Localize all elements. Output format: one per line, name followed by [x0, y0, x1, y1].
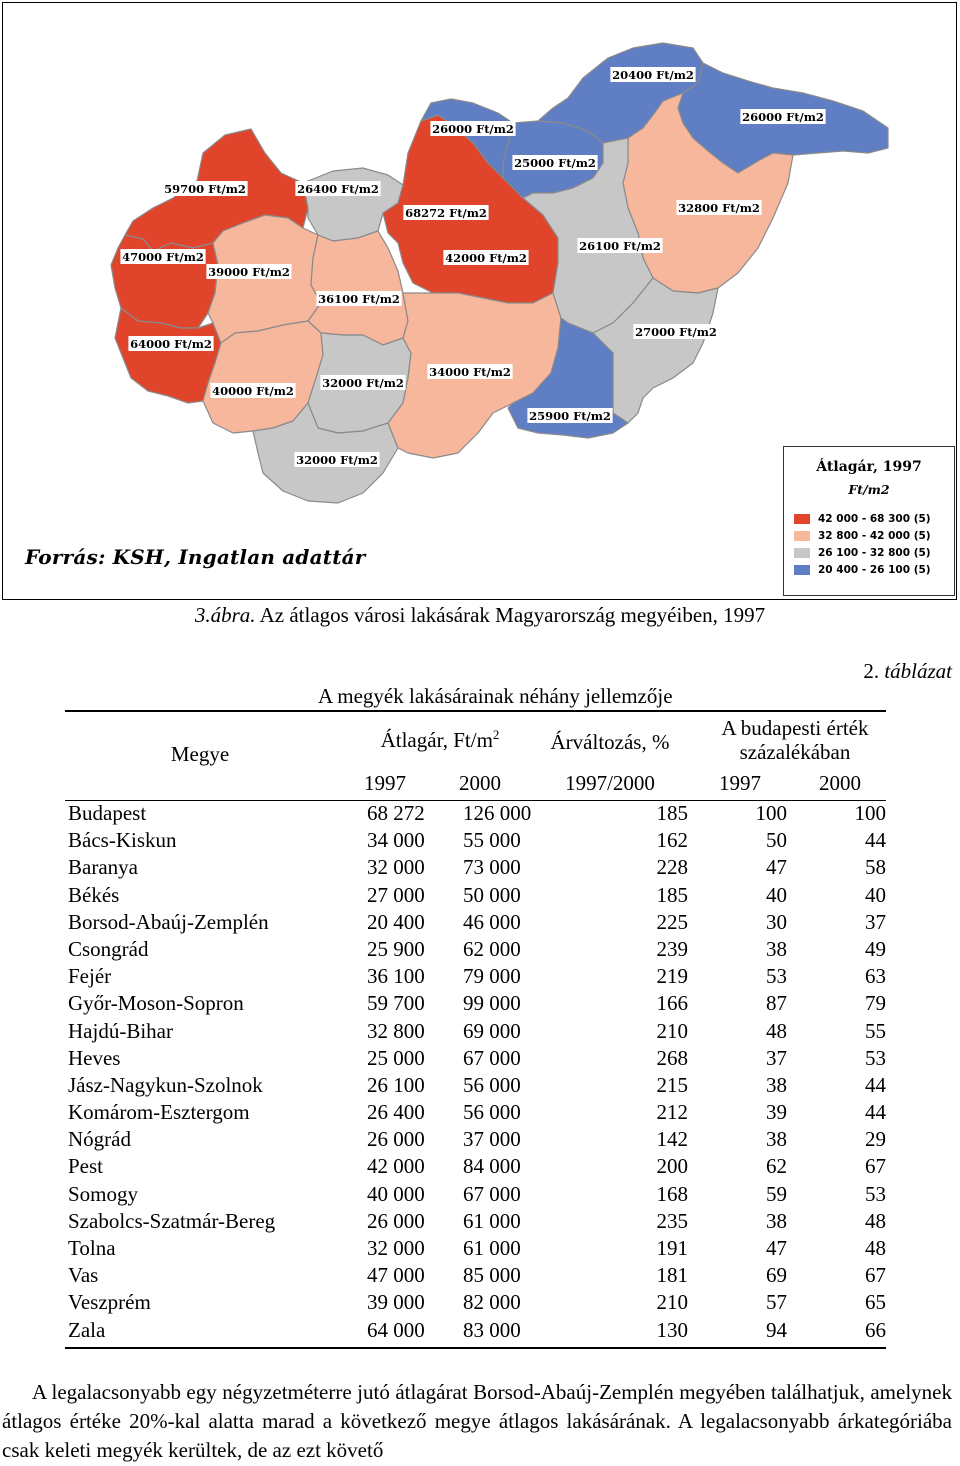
avg-price-1997-cell: 47 000 — [367, 1263, 425, 1288]
price-change-cell: 225 — [656, 909, 688, 934]
bp-percent-1997-cell: 57 — [766, 1290, 787, 1315]
avg-price-1997-cell: 40 000 — [367, 1181, 425, 1206]
region-price-label — [633, 324, 718, 339]
bp-percent-1997-cell: 38 — [766, 1127, 787, 1152]
county-cell: Pest — [68, 1154, 104, 1179]
bp-percent-2000-cell: 65 — [865, 1290, 886, 1315]
county-price-map — [2, 2, 957, 600]
header-bp-percent — [690, 716, 900, 764]
avg-price-2000-cell: 82 000 — [463, 1290, 521, 1315]
price-change-cell: 185 — [656, 882, 688, 907]
price-change-cell: 212 — [656, 1100, 688, 1125]
bp-percent-2000-cell: 49 — [865, 936, 886, 961]
region-price-label — [128, 336, 213, 351]
avg-price-1997-cell: 25 900 — [367, 936, 425, 961]
table-row — [0, 801, 960, 828]
bp-percent-1997-cell: 87 — [766, 991, 787, 1016]
map-source-note: Forrás: KSH, Ingatlan adattár — [25, 545, 366, 569]
avg-price-1997-cell: 59 700 — [367, 991, 425, 1016]
table-row — [0, 910, 960, 937]
avg-price-2000-cell: 83 000 — [463, 1317, 521, 1342]
header-year-1997: 1997 — [364, 771, 406, 795]
bp-percent-2000-cell: 55 — [865, 1018, 886, 1043]
price-label-text: 47000 Ft/m2 — [122, 250, 204, 264]
table-row — [0, 1263, 960, 1290]
region-price-label — [316, 291, 401, 306]
table-row — [0, 1318, 960, 1345]
avg-price-1997-cell: 39 000 — [367, 1290, 425, 1315]
figure-caption — [0, 603, 960, 628]
bp-percent-1997-cell: 47 — [766, 855, 787, 880]
header-price-change: Árváltozás, % — [550, 730, 670, 754]
county-cell: Tolna — [68, 1236, 116, 1260]
county-cell: Baranya — [68, 855, 138, 880]
region-price-label — [740, 109, 825, 124]
table-row — [0, 1154, 960, 1181]
avg-price-1997-cell: 26 000 — [367, 1127, 425, 1152]
price-label-text: 26400 Ft/m2 — [297, 182, 379, 196]
bp-percent-1997-cell: 39 — [766, 1100, 787, 1125]
header-avg-price-sup: 2 — [492, 727, 500, 742]
region-price-label — [294, 452, 379, 467]
price-change-cell: 130 — [656, 1317, 688, 1342]
header-year-2000: 2000 — [459, 771, 501, 795]
price-change-cell: 181 — [656, 1263, 688, 1288]
county-cell: Nógrád — [68, 1127, 131, 1152]
map-legend — [783, 446, 955, 596]
county-cell: Fejér — [68, 964, 112, 989]
region-price-label — [610, 67, 695, 82]
bp-percent-1997-cell: 30 — [766, 909, 787, 934]
avg-price-2000-cell: 46 000 — [463, 909, 521, 934]
bp-percent-1997-cell: 50 — [766, 828, 787, 853]
avg-price-2000-cell: 56 000 — [463, 1072, 521, 1097]
price-label-text: 26000 Ft/m2 — [432, 122, 514, 136]
region-price-label — [295, 181, 380, 196]
region-price-label — [443, 250, 528, 265]
price-label-text: 64000 Ft/m2 — [130, 337, 212, 351]
legend-item — [794, 562, 931, 577]
legend-unit: Ft/m2 — [848, 482, 890, 497]
price-label-text: 25900 Ft/m2 — [529, 409, 611, 423]
county-cell: Jász-Nagykun-Szolnok — [68, 1072, 263, 1097]
bp-percent-1997-cell: 62 — [766, 1154, 787, 1179]
bp-percent-2000-cell: 66 — [865, 1317, 886, 1342]
legend-swatch — [794, 514, 810, 524]
table-row — [0, 1182, 960, 1209]
table-row — [0, 1100, 960, 1127]
price-change-cell: 142 — [656, 1127, 688, 1152]
avg-price-2000-cell: 56 000 — [463, 1100, 521, 1125]
header-bp-1997: 1997 — [719, 771, 761, 795]
table-label — [863, 659, 952, 684]
bp-percent-2000-cell: 63 — [865, 964, 886, 989]
legend-item — [794, 528, 931, 543]
bp-percent-1997-cell: 37 — [766, 1045, 787, 1070]
avg-price-1997-cell: 27 000 — [367, 882, 425, 907]
table-row — [0, 1127, 960, 1154]
avg-price-2000-cell: 67 000 — [463, 1045, 521, 1070]
header-avg-price — [350, 728, 530, 752]
county-cell: Borsod-Abaúj-Zemplén — [68, 909, 269, 934]
bp-percent-1997-cell: 47 — [766, 1236, 787, 1260]
avg-price-1997-cell: 42 000 — [367, 1154, 425, 1179]
avg-price-2000-cell: 126 000 — [463, 801, 532, 825]
price-change-cell: 210 — [656, 1290, 688, 1315]
price-label-text: 42000 Ft/m2 — [445, 251, 527, 265]
region-price-label — [120, 249, 205, 264]
avg-price-1997-cell: 36 100 — [367, 964, 425, 989]
avg-price-2000-cell: 37 000 — [463, 1127, 521, 1152]
bp-percent-1997-cell: 38 — [766, 1208, 787, 1233]
county-cell: Somogy — [68, 1181, 139, 1206]
price-change-cell: 166 — [656, 991, 688, 1016]
legend-swatch — [794, 548, 810, 558]
price-change-cell: 191 — [656, 1236, 688, 1260]
bp-percent-2000-cell: 53 — [865, 1181, 886, 1206]
legend-item-label: 32 800 - 42 000 (5) — [818, 529, 931, 542]
table-row — [0, 1236, 960, 1263]
price-label-text: 25000 Ft/m2 — [514, 156, 596, 170]
bp-percent-2000-cell: 67 — [865, 1154, 886, 1179]
header-avg-price-text: Átlagár, Ft/m — [380, 728, 493, 752]
county-cell: Budapest — [68, 801, 147, 825]
header-bp-percent-line1: A budapesti érték — [721, 716, 869, 740]
bp-percent-1997-cell: 38 — [766, 1072, 787, 1097]
table-number: 2. — [863, 659, 885, 683]
county-cell: Heves — [68, 1045, 121, 1070]
bp-percent-2000-cell: 44 — [865, 1072, 886, 1097]
region-price-label — [206, 264, 291, 279]
bp-percent-2000-cell: 58 — [865, 855, 886, 880]
county-cell: Bács-Kiskun — [68, 828, 177, 853]
region-price-label — [676, 200, 761, 215]
figure-number: 3.ábra. — [194, 603, 256, 627]
region-price-label — [162, 181, 247, 196]
bp-percent-1997-cell: 40 — [766, 882, 787, 907]
avg-price-2000-cell: 79 000 — [463, 964, 521, 989]
bp-percent-1997-cell: 48 — [766, 1018, 787, 1043]
table-row — [0, 1046, 960, 1073]
region-price-label — [527, 408, 612, 423]
bp-percent-1997-cell: 59 — [766, 1181, 787, 1206]
table-body — [0, 801, 960, 1345]
region-price-label — [320, 375, 405, 390]
bp-percent-1997-cell: 94 — [766, 1317, 787, 1342]
region-price-label — [210, 383, 295, 398]
price-change-cell: 228 — [656, 855, 688, 880]
table-bottom-rule — [65, 1347, 886, 1349]
table-row — [0, 937, 960, 964]
table-row — [0, 828, 960, 855]
bp-percent-2000-cell: 44 — [865, 1100, 886, 1125]
table-row — [0, 991, 960, 1018]
table-row — [0, 1073, 960, 1100]
table-row — [0, 1019, 960, 1046]
avg-price-1997-cell: 25 000 — [367, 1045, 425, 1070]
table-row — [0, 1290, 960, 1317]
legend-item-label: 26 100 - 32 800 (5) — [818, 546, 931, 559]
table-top-rule — [65, 710, 886, 712]
bp-percent-2000-cell: 37 — [865, 909, 886, 934]
price-change-cell: 200 — [656, 1154, 688, 1179]
avg-price-1997-cell: 34 000 — [367, 828, 425, 853]
legend-item — [794, 511, 931, 526]
price-change-cell: 210 — [656, 1018, 688, 1043]
avg-price-2000-cell: 85 000 — [463, 1263, 521, 1288]
avg-price-2000-cell: 84 000 — [463, 1154, 521, 1179]
legend-item-label: 42 000 - 68 300 (5) — [818, 512, 931, 525]
price-label-text: 26000 Ft/m2 — [742, 110, 824, 124]
county-cell: Békés — [68, 882, 120, 907]
header-county: Megye — [170, 742, 230, 766]
figure-caption-text: Az átlagos városi lakásárak Magyarország megyéiben, 1997 — [255, 603, 766, 627]
price-label-text: 68272 Ft/m2 — [405, 206, 487, 220]
county-cell: Veszprém — [68, 1290, 151, 1315]
table-row — [0, 964, 960, 991]
bp-percent-2000-cell: 100 — [854, 801, 886, 825]
bp-percent-2000-cell: 79 — [865, 991, 886, 1016]
bp-percent-1997-cell: 53 — [766, 964, 787, 989]
bp-percent-1997-cell: 100 — [755, 801, 787, 825]
price-change-cell: 268 — [656, 1045, 688, 1070]
table-row — [0, 1209, 960, 1236]
price-label-text: 39000 Ft/m2 — [208, 265, 290, 279]
body-paragraph: A legalacsonyabb egy négyzetméterre jutó átlagárat Borsod-Abaúj-Zemplén megyében találhatjuk, amelynek átlagos értéke 20%-kal alatta marad a következő megye átlagos lakásárának. A legalacsonyabb árkategóriába csak keleti megyék kerültek, de az ezt követő — [2, 1380, 952, 1462]
price-label-text: 32800 Ft/m2 — [678, 201, 760, 215]
avg-price-1997-cell: 32 000 — [367, 1236, 425, 1260]
price-label-text: 34000 Ft/m2 — [429, 365, 511, 379]
table-word: táblázat — [884, 659, 952, 683]
header-bp-2000: 2000 — [819, 771, 861, 795]
table-row — [0, 855, 960, 882]
region-fejer — [308, 231, 408, 345]
avg-price-2000-cell: 50 000 — [463, 882, 521, 907]
price-change-cell: 219 — [656, 964, 688, 989]
region-price-label — [427, 364, 512, 379]
price-label-text: 20400 Ft/m2 — [612, 68, 694, 82]
avg-price-1997-cell: 32 800 — [367, 1018, 425, 1043]
price-label-text: 32000 Ft/m2 — [296, 453, 378, 467]
price-label-text: 36100 Ft/m2 — [318, 292, 400, 306]
bp-percent-2000-cell: 67 — [865, 1263, 886, 1288]
legend-item — [794, 545, 931, 560]
price-label-text: 27000 Ft/m2 — [635, 325, 717, 339]
avg-price-2000-cell: 69 000 — [463, 1018, 521, 1043]
legend-swatch — [794, 565, 810, 575]
bp-percent-1997-cell: 69 — [766, 1263, 787, 1288]
region-price-label — [403, 205, 488, 220]
avg-price-2000-cell: 62 000 — [463, 936, 521, 961]
avg-price-2000-cell: 99 000 — [463, 991, 521, 1016]
county-cell: Csongrád — [68, 936, 149, 961]
price-change-cell: 162 — [656, 828, 688, 853]
bp-percent-2000-cell: 44 — [865, 828, 886, 853]
price-label-text: 26100 Ft/m2 — [579, 239, 661, 253]
region-price-label — [430, 121, 515, 136]
avg-price-1997-cell: 26 100 — [367, 1072, 425, 1097]
avg-price-2000-cell: 67 000 — [463, 1181, 521, 1206]
bp-percent-1997-cell: 38 — [766, 936, 787, 961]
bp-percent-2000-cell: 40 — [865, 882, 886, 907]
bp-percent-2000-cell: 53 — [865, 1045, 886, 1070]
bp-percent-2000-cell: 29 — [865, 1127, 886, 1152]
price-change-cell: 239 — [656, 936, 688, 961]
table-row — [0, 883, 960, 910]
price-change-cell: 235 — [656, 1208, 688, 1233]
header-bp-percent-line2: százalékában — [739, 740, 851, 764]
county-cell: Győr-Moson-Sopron — [68, 991, 244, 1016]
legend-item-label: 20 400 - 26 100 (5) — [818, 563, 931, 576]
legend-swatch — [794, 531, 810, 541]
county-cell: Hajdú-Bihar — [68, 1018, 173, 1043]
price-label-text: 59700 Ft/m2 — [164, 182, 246, 196]
avg-price-1997-cell: 64 000 — [367, 1317, 425, 1342]
price-change-cell: 168 — [656, 1181, 688, 1206]
legend-title: Átlagár, 1997 — [816, 459, 922, 475]
avg-price-2000-cell: 73 000 — [463, 855, 521, 880]
avg-price-1997-cell: 20 400 — [367, 909, 425, 934]
avg-price-2000-cell: 61 000 — [463, 1208, 521, 1233]
bp-percent-2000-cell: 48 — [865, 1236, 886, 1260]
bp-percent-2000-cell: 48 — [865, 1208, 886, 1233]
avg-price-1997-cell: 68 272 — [367, 801, 425, 825]
table-title: A megyék lakásárainak néhány jellemzője — [318, 684, 673, 708]
region-price-label — [512, 155, 597, 170]
price-label-text: 32000 Ft/m2 — [322, 376, 404, 390]
county-cell: Szabolcs-Szatmár-Bereg — [68, 1208, 276, 1233]
county-cell: Zala — [68, 1317, 106, 1342]
price-label-text: 40000 Ft/m2 — [212, 384, 294, 398]
county-cell: Vas — [68, 1263, 99, 1288]
avg-price-1997-cell: 26 000 — [367, 1208, 425, 1233]
price-change-cell: 215 — [656, 1072, 688, 1097]
header-period: 1997/2000 — [565, 771, 655, 795]
region-price-label — [577, 238, 662, 253]
avg-price-2000-cell: 55 000 — [463, 828, 521, 853]
avg-price-2000-cell: 61 000 — [463, 1236, 521, 1260]
county-cell: Komárom-Esztergom — [68, 1100, 250, 1125]
avg-price-1997-cell: 26 400 — [367, 1100, 425, 1125]
price-change-cell: 185 — [656, 801, 688, 825]
avg-price-1997-cell: 32 000 — [367, 855, 425, 880]
